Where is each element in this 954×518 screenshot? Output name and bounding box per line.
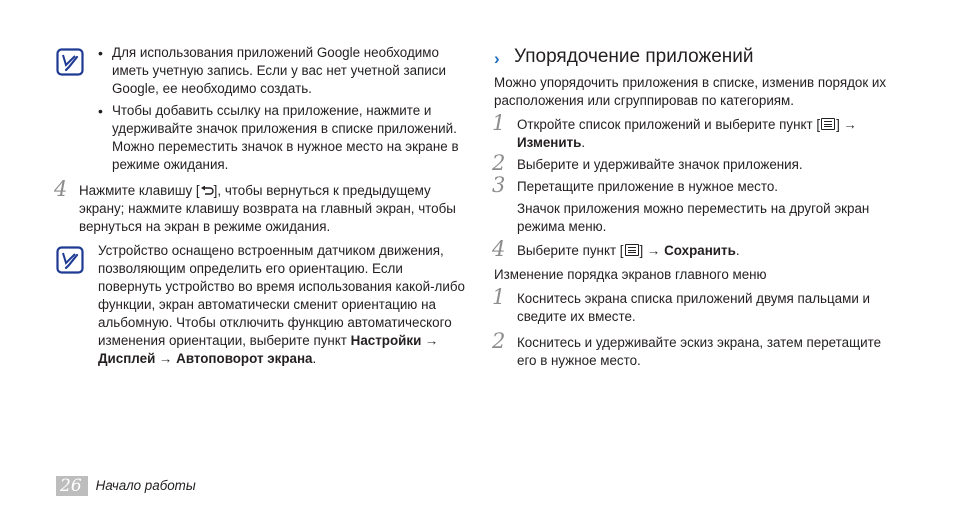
menu-icon bbox=[625, 244, 639, 256]
left-column bbox=[56, 44, 466, 368]
step-number: 3 bbox=[492, 173, 506, 197]
step-number: 4 bbox=[54, 177, 68, 201]
step-1-open-list bbox=[492, 111, 904, 152]
intro-text: Можно упорядочить приложения в списке, изменив порядок их расположения или сгруппировав по категориям. bbox=[494, 75, 887, 108]
page-footer bbox=[56, 476, 196, 496]
step-text-start: Нажмите клавишу [ bbox=[79, 183, 200, 198]
note-bullets bbox=[98, 44, 466, 174]
step-2-hold bbox=[492, 151, 904, 175]
settings-path: Настройки → Дисплей → Автоповорот экрана bbox=[98, 333, 439, 366]
step-1-pinch bbox=[492, 285, 904, 326]
footer-section-name: Начало работы bbox=[95, 478, 196, 493]
step-arrow: ] → bbox=[836, 117, 857, 132]
step-arrow: ] → bbox=[639, 243, 661, 258]
note-end: . bbox=[312, 351, 317, 366]
note-google bbox=[56, 44, 466, 174]
page-number: 26 bbox=[56, 476, 88, 496]
note-orientation bbox=[56, 242, 466, 368]
step-number: 1 bbox=[492, 111, 506, 135]
bullet-item: • Для использования приложений Google необходимо иметь учетную запись. Если у вас нет учетной записи Google, ее необходимо создать. bbox=[98, 44, 466, 98]
step-4-save bbox=[492, 237, 904, 261]
step-text: Коснитесь экрана списка приложений двумя пальцами и сведите их вместе. bbox=[517, 291, 870, 324]
step-number: 4 bbox=[492, 237, 506, 261]
step-4-back bbox=[54, 177, 466, 236]
save-option: Сохранить bbox=[664, 243, 736, 258]
step-3-drag bbox=[492, 173, 904, 197]
right-column bbox=[494, 44, 904, 370]
back-icon bbox=[200, 186, 214, 196]
step-text: Коснитесь и удерживайте эскиз экрана, затем перетащите его в нужное место. bbox=[517, 335, 882, 368]
step-end: . bbox=[735, 243, 740, 258]
step-3-note bbox=[494, 200, 904, 236]
step-2-drag-screen bbox=[492, 329, 904, 370]
chevron-right-icon: › bbox=[494, 49, 500, 68]
note-icon bbox=[56, 246, 84, 274]
menu-icon bbox=[821, 118, 835, 130]
step-text-start: Выберите пункт [ bbox=[517, 243, 624, 258]
step-text-start: Откройте список приложений и выберите пункт [ bbox=[517, 117, 821, 132]
step-text: Выберите и удерживайте значок приложения. bbox=[517, 157, 803, 172]
step-number: 1 bbox=[492, 285, 506, 309]
step-end: . bbox=[581, 135, 586, 150]
section-title-text: Упорядочение приложений bbox=[514, 46, 754, 67]
note-icon bbox=[56, 48, 84, 76]
step-number: 2 bbox=[492, 151, 506, 175]
subheading: Изменение порядка экранов главного меню bbox=[494, 267, 767, 282]
edit-option: Изменить bbox=[517, 135, 582, 150]
step-text-end: ], чтобы вернуться к предыдущему экрану; нажмите клавишу возврата на главный экран, чтобы вернуться на экран в режиме ожидания. bbox=[79, 183, 456, 234]
note-body: Устройство оснащено встроенным датчиком движения, позволяющим определить его ориентацию. Если повернуть устройство во время использования какой-либо функции, экран автоматически сменит ориентацию на альбомную. Чтобы отключить функцию автоматического изменения ориентации, выберите пункт bbox=[98, 243, 465, 348]
note-text bbox=[98, 242, 466, 368]
step-text: Перетащите приложение в нужное место. bbox=[517, 179, 779, 194]
bullet-item: • Чтобы добавить ссылку на приложение, нажмите и удерживайте значок приложения в списке приложений. Можно переместить значок в нужное место на экране в режиме ожидания. bbox=[98, 102, 466, 174]
step-text: Значок приложения можно переместить на другой экран режима меню. bbox=[517, 201, 870, 234]
section-title bbox=[494, 46, 904, 68]
step-number: 2 bbox=[492, 329, 506, 353]
